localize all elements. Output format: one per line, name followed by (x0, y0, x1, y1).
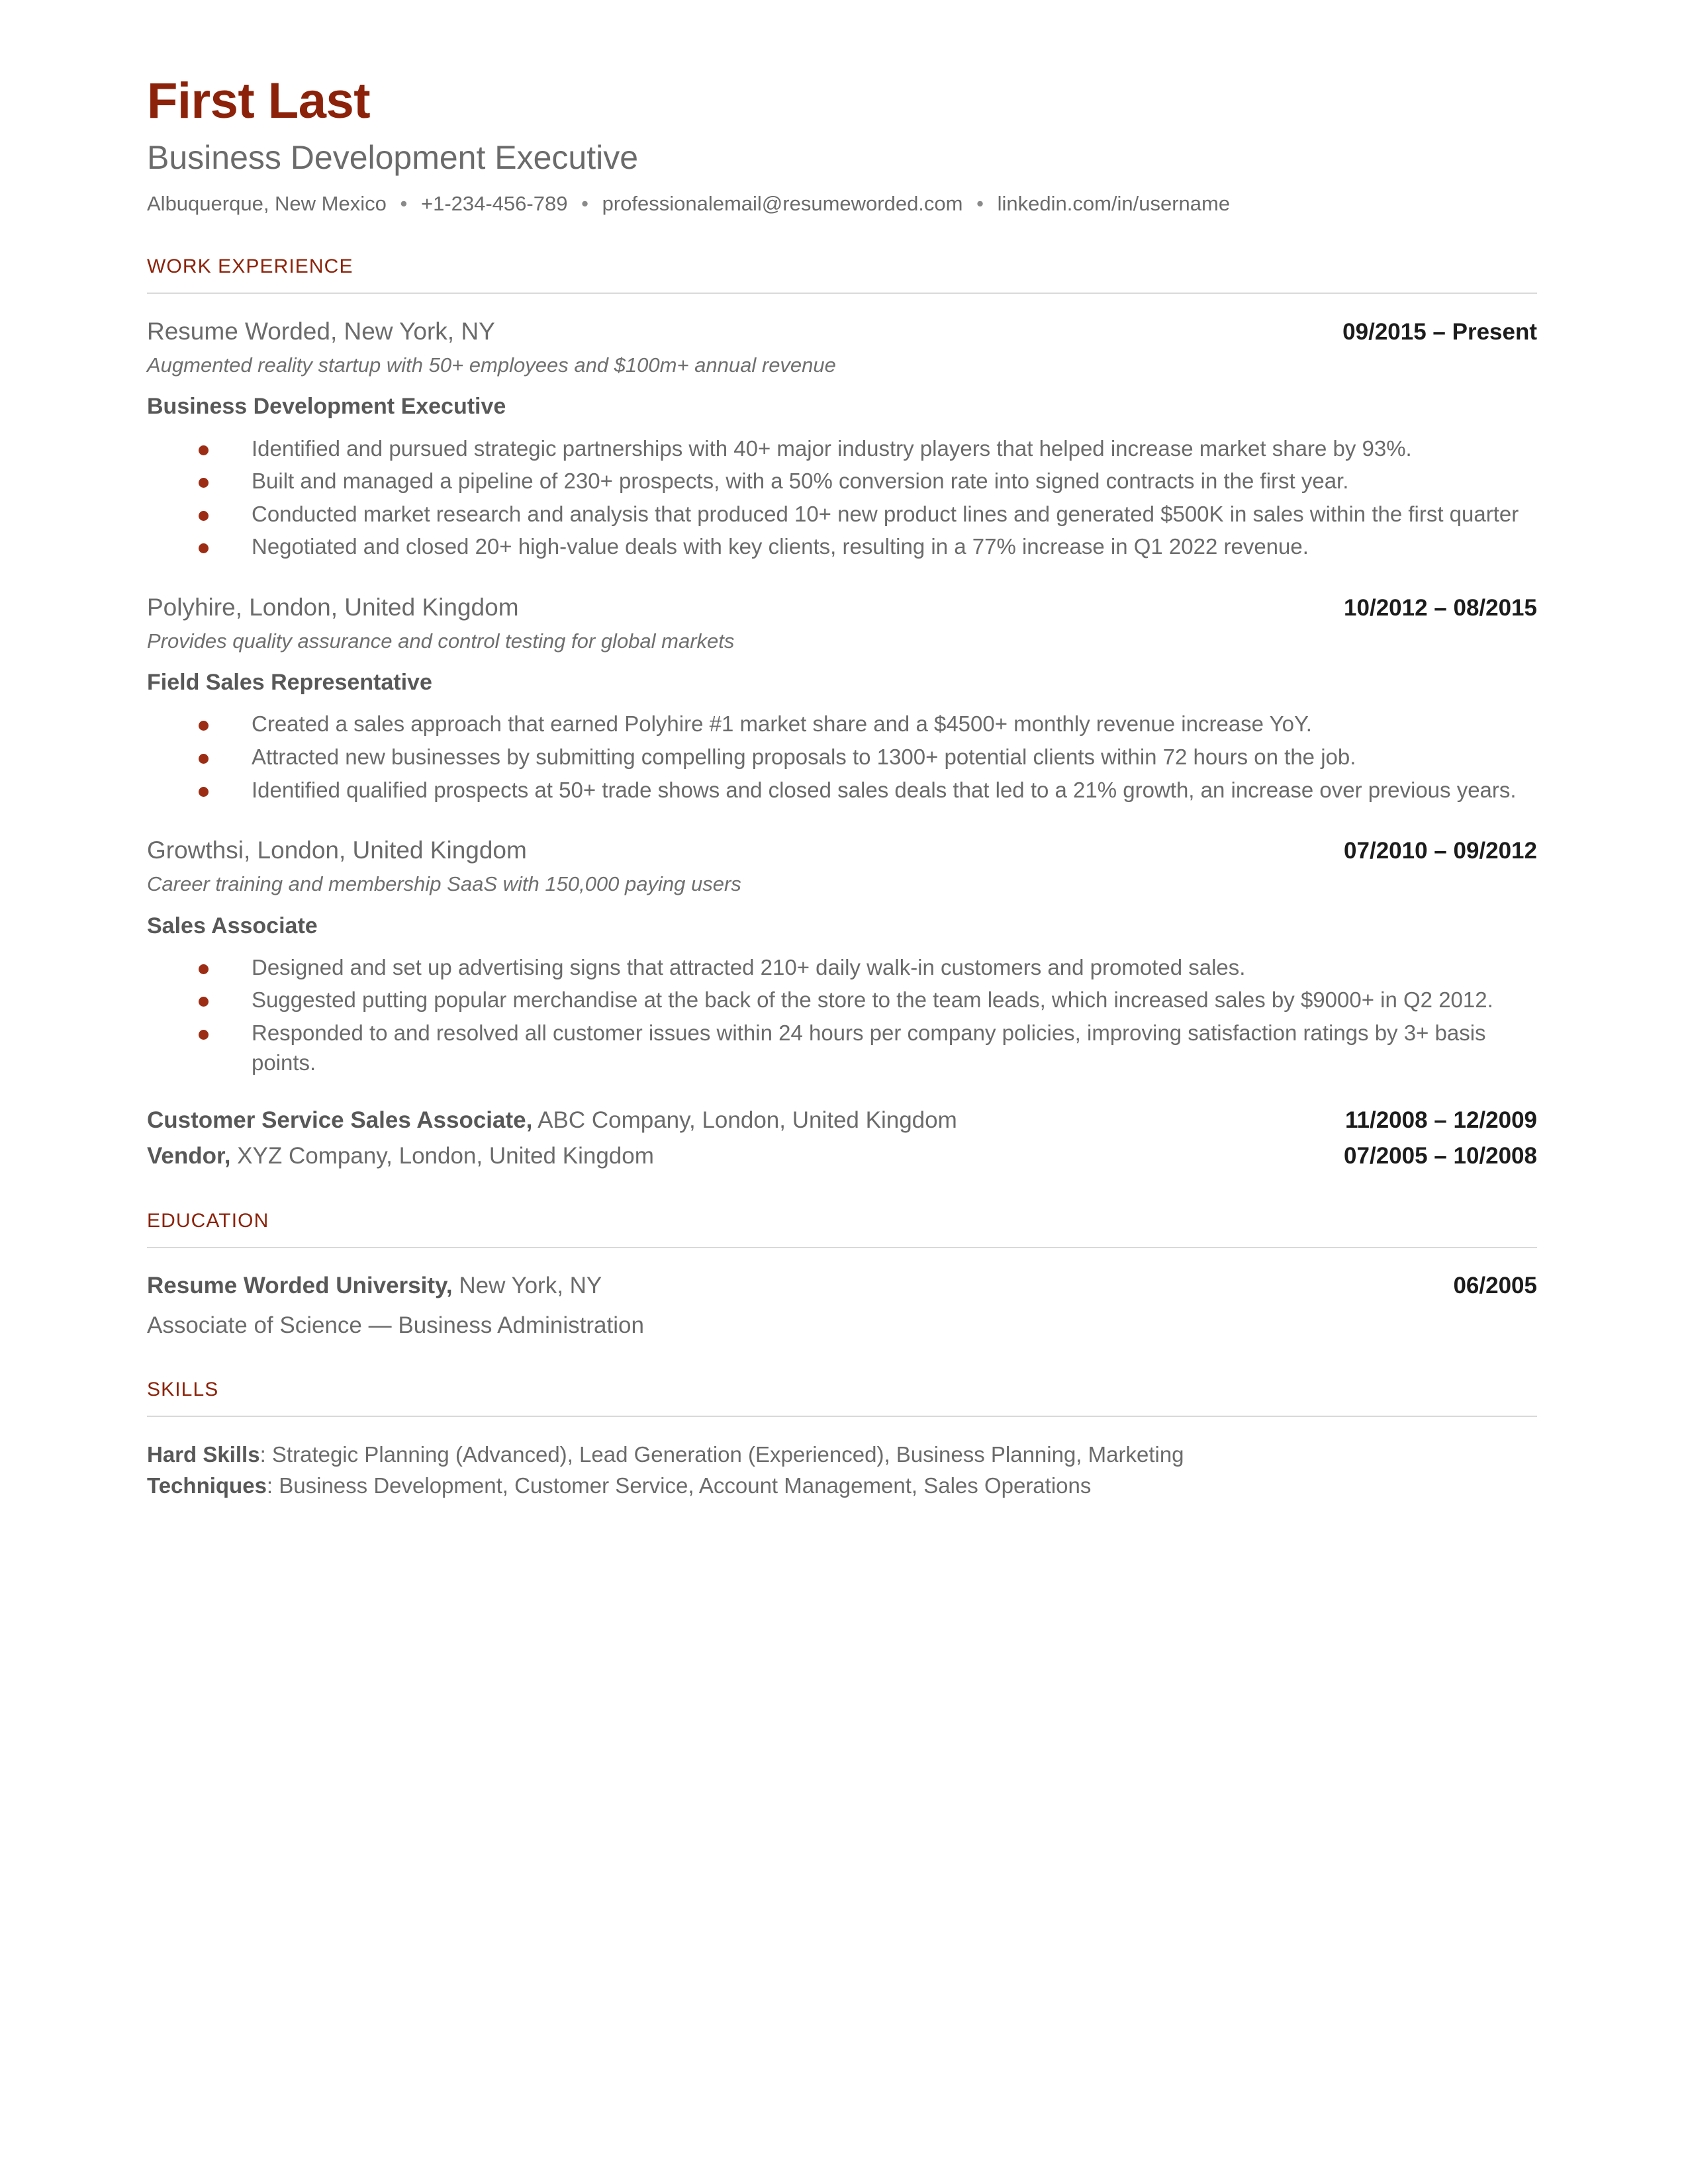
bullet-item: Suggested putting popular merchandise at the back of the store to the team leads, which increased sales by $9000+ in Q2 2012. (147, 985, 1537, 1015)
section-divider (147, 1416, 1537, 1417)
work-compact-company: XYZ Company, London, United Kingdom (230, 1142, 654, 1169)
work-entry-header (147, 316, 1537, 347)
work-entry-role: Business Development Executive (147, 394, 506, 420)
work-entry-company: Growthsi, London, United Kingdom (147, 837, 527, 864)
work-compact-dates: 11/2008 – 12/2009 (1344, 1107, 1537, 1133)
work-entry-blurb: Provides quality assurance and control testing for global markets (147, 629, 735, 653)
education-entry-header (147, 1271, 1537, 1301)
bullet-item: Created a sales approach that earned Polyhire #1 market share and a $4500+ monthly revenue increase YoY. (147, 709, 1537, 739)
section-education (147, 1210, 1537, 1340)
education-dates: 06/2005 (1453, 1273, 1537, 1299)
skills-row-label: Techniques (147, 1473, 267, 1498)
work-compact-dates: 07/2005 – 10/2008 (1344, 1142, 1537, 1169)
section-title-work-experience: WORK EXPERIENCE (147, 255, 353, 277)
contact-line (147, 191, 1537, 217)
work-entry-role: Sales Associate (147, 913, 318, 938)
work-entry-dates: 07/2010 – 09/2012 (1344, 838, 1537, 864)
section-title-skills: SKILLS (147, 1379, 219, 1401)
work-compact-text (147, 1140, 1324, 1172)
work-compact-entry (147, 1140, 1537, 1172)
contact-email[interactable]: professionalemail@resumeworded.com (602, 191, 963, 215)
candidate-name: First Last (147, 73, 371, 129)
bullet-item: Built and managed a pipeline of 230+ prospects, with a 50% conversion rate into signed contracts in the first year. (147, 466, 1537, 496)
work-compact-entry (147, 1105, 1537, 1136)
contact-linkedin[interactable]: linkedin.com/in/username (997, 191, 1231, 215)
bullet-item: Negotiated and closed 20+ high-value deals with key clients, resulting in a 77% increase in Q1 2022 revenue. (147, 531, 1537, 562)
education-school-name: Resume Worded University, (147, 1273, 453, 1299)
section-divider (147, 1247, 1537, 1248)
education-school-location: New York, NY (452, 1273, 602, 1299)
work-entry-role: Field Sales Representative (147, 670, 432, 696)
contact-separator-icon: • (581, 191, 588, 215)
bullet-item: Attracted new businesses by submitting compelling proposals to 1300+ potential clients within 72 hours on the job. (147, 742, 1537, 772)
work-entry-blurb: Augmented reality startup with 50+ employees and $100m+ annual revenue (147, 353, 836, 377)
work-compact-company: ABC Company, London, United Kingdom (532, 1107, 957, 1133)
work-compact-title: Customer Service Sales Associate, (147, 1107, 533, 1133)
work-entry-header (147, 592, 1537, 623)
work-compact-text (147, 1105, 1325, 1136)
bullet-item: Identified and pursued strategic partnerships with 40+ major industry players that helped increase market share by 93%. (147, 433, 1537, 464)
contact-separator-icon: • (400, 191, 408, 215)
section-skills (147, 1379, 1537, 1502)
work-entry (147, 835, 1537, 1078)
contact-phone[interactable]: +1-234-456-789 (420, 191, 568, 215)
work-entry-blurb: Career training and membership SaaS with 150,000 paying users (147, 872, 741, 896)
work-entry-bullets (147, 709, 1537, 805)
section-divider (147, 293, 1537, 294)
education-school (147, 1271, 1433, 1301)
bullet-item: Responded to and resolved all customer issues within 24 hours per company policies, improving satisfaction ratings by 3+ basis points. (147, 1018, 1537, 1078)
work-entry (147, 592, 1537, 805)
work-entry (147, 316, 1537, 562)
work-entry-company: Resume Worded, New York, NY (147, 317, 495, 345)
skills-row-value: : Business Development, Customer Service, Account Management, Sales Operations (266, 1473, 1092, 1498)
contact-location: Albuquerque, New Mexico (147, 191, 387, 215)
bullet-item: Identified qualified prospects at 50+ trade shows and closed sales deals that led to a 21% growth, an increase over previous years. (147, 775, 1537, 805)
work-entry-company: Polyhire, London, United Kingdom (147, 593, 519, 621)
work-compact-title: Vendor, (147, 1142, 231, 1169)
skills-row-value: : Strategic Planning (Advanced), Lead Generation (Experienced), Business Planning, Marketing (259, 1442, 1184, 1467)
resume-header (147, 74, 1537, 217)
education-degree: Associate of Science — Business Administration (147, 1312, 644, 1338)
work-entry-dates: 09/2015 – Present (1342, 318, 1537, 345)
work-entry-bullets (147, 952, 1537, 1078)
section-work-experience (147, 255, 1537, 1171)
work-entry-header (147, 835, 1537, 866)
work-entry-bullets (147, 433, 1537, 562)
bullet-item: Designed and set up advertising signs that attracted 210+ daily walk-in customers and promoted sales. (147, 952, 1537, 983)
contact-separator-icon: • (976, 191, 984, 215)
skills-row-label: Hard Skills (147, 1442, 260, 1467)
candidate-headline: Business Development Executive (147, 139, 639, 177)
skills-row (147, 1439, 1537, 1471)
bullet-item: Conducted market research and analysis that produced 10+ new product lines and generated $500K in sales within the first quarter (147, 499, 1537, 529)
section-title-education: EDUCATION (147, 1210, 269, 1232)
skills-row (147, 1471, 1537, 1502)
work-entry-dates: 10/2012 – 08/2015 (1344, 594, 1537, 621)
